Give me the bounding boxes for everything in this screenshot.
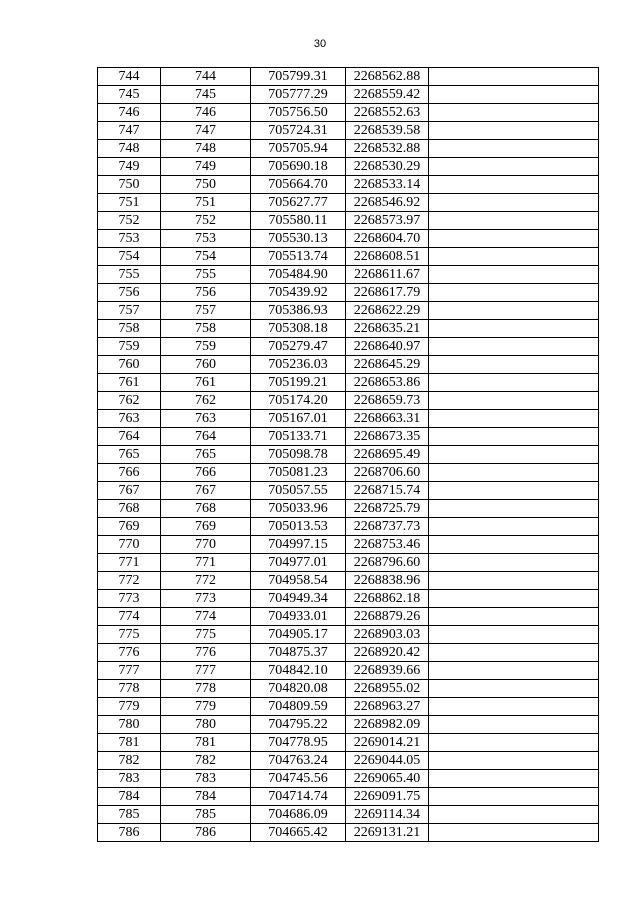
table-row: [98, 392, 599, 410]
y-coordinate: 2268753.46: [346, 536, 429, 554]
point-id: 753: [161, 230, 251, 248]
notes-cell: [429, 374, 599, 392]
table-row: [98, 752, 599, 770]
x-coordinate: 705167.01: [251, 410, 346, 428]
point-index: 776: [98, 644, 161, 662]
table-row: [98, 248, 599, 266]
y-coordinate: 2268617.79: [346, 284, 429, 302]
x-coordinate: 705081.23: [251, 464, 346, 482]
point-id: 751: [161, 194, 251, 212]
point-index: 747: [98, 122, 161, 140]
x-coordinate: 705777.29: [251, 86, 346, 104]
x-coordinate: 705724.31: [251, 122, 346, 140]
point-id: 775: [161, 626, 251, 644]
table-row: [98, 698, 599, 716]
x-coordinate: 704714.74: [251, 788, 346, 806]
y-coordinate: 2268653.86: [346, 374, 429, 392]
notes-cell: [429, 446, 599, 464]
point-id: 781: [161, 734, 251, 752]
table-row: [98, 770, 599, 788]
x-coordinate: 704875.37: [251, 644, 346, 662]
x-coordinate: 705174.20: [251, 392, 346, 410]
notes-cell: [429, 518, 599, 536]
x-coordinate: 704958.54: [251, 572, 346, 590]
y-coordinate: 2269131.21: [346, 824, 429, 842]
point-index: 766: [98, 464, 161, 482]
point-index: 774: [98, 608, 161, 626]
y-coordinate: 2268622.29: [346, 302, 429, 320]
table-row: [98, 464, 599, 482]
table-row: [98, 662, 599, 680]
point-index: 782: [98, 752, 161, 770]
y-coordinate: 2268706.60: [346, 464, 429, 482]
point-id: 771: [161, 554, 251, 572]
point-index: 768: [98, 500, 161, 518]
notes-cell: [429, 320, 599, 338]
page-number: 30: [313, 38, 327, 50]
notes-cell: [429, 788, 599, 806]
table-row: [98, 266, 599, 284]
point-id: 746: [161, 104, 251, 122]
notes-cell: [429, 482, 599, 500]
point-id: 780: [161, 716, 251, 734]
point-index: 760: [98, 356, 161, 374]
y-coordinate: 2269091.75: [346, 788, 429, 806]
point-index: 763: [98, 410, 161, 428]
point-id: 758: [161, 320, 251, 338]
point-id: 774: [161, 608, 251, 626]
y-coordinate: 2268645.29: [346, 356, 429, 374]
table-row: [98, 122, 599, 140]
point-index: 781: [98, 734, 161, 752]
point-index: 771: [98, 554, 161, 572]
y-coordinate: 2268963.27: [346, 698, 429, 716]
table-row: [98, 68, 599, 86]
notes-cell: [429, 356, 599, 374]
point-id: 762: [161, 392, 251, 410]
table-row: [98, 230, 599, 248]
notes-cell: [429, 140, 599, 158]
table-row: [98, 140, 599, 158]
y-coordinate: 2269065.40: [346, 770, 429, 788]
point-index: 783: [98, 770, 161, 788]
y-coordinate: 2268546.92: [346, 194, 429, 212]
point-id: 759: [161, 338, 251, 356]
point-index: 773: [98, 590, 161, 608]
x-coordinate: 705484.90: [251, 266, 346, 284]
notes-cell: [429, 626, 599, 644]
point-index: 758: [98, 320, 161, 338]
x-coordinate: 704977.01: [251, 554, 346, 572]
point-id: 778: [161, 680, 251, 698]
point-index: 772: [98, 572, 161, 590]
x-coordinate: 704842.10: [251, 662, 346, 680]
table-row: [98, 356, 599, 374]
x-coordinate: 704949.34: [251, 590, 346, 608]
x-coordinate: 705799.31: [251, 68, 346, 86]
point-id: 767: [161, 482, 251, 500]
x-coordinate: 705236.03: [251, 356, 346, 374]
x-coordinate: 705690.18: [251, 158, 346, 176]
x-coordinate: 705013.53: [251, 518, 346, 536]
table-row: [98, 500, 599, 518]
point-index: 785: [98, 806, 161, 824]
x-coordinate: 705033.96: [251, 500, 346, 518]
notes-cell: [429, 608, 599, 626]
y-coordinate: 2269114.34: [346, 806, 429, 824]
x-coordinate: 705057.55: [251, 482, 346, 500]
point-id: 761: [161, 374, 251, 392]
x-coordinate: 705308.18: [251, 320, 346, 338]
y-coordinate: 2268539.58: [346, 122, 429, 140]
notes-cell: [429, 176, 599, 194]
point-id: 755: [161, 266, 251, 284]
y-coordinate: 2268611.67: [346, 266, 429, 284]
table-row: [98, 428, 599, 446]
point-id: 752: [161, 212, 251, 230]
x-coordinate: 704820.08: [251, 680, 346, 698]
y-coordinate: 2268530.29: [346, 158, 429, 176]
point-index: 764: [98, 428, 161, 446]
point-index: 778: [98, 680, 161, 698]
coordinates-table-body: [98, 68, 599, 842]
point-index: 751: [98, 194, 161, 212]
y-coordinate: 2268838.96: [346, 572, 429, 590]
notes-cell: [429, 770, 599, 788]
notes-cell: [429, 464, 599, 482]
table-row: [98, 446, 599, 464]
point-id: 763: [161, 410, 251, 428]
x-coordinate: 705199.21: [251, 374, 346, 392]
notes-cell: [429, 698, 599, 716]
y-coordinate: 2268796.60: [346, 554, 429, 572]
y-coordinate: 2268559.42: [346, 86, 429, 104]
table-row: [98, 608, 599, 626]
notes-cell: [429, 248, 599, 266]
point-index: 750: [98, 176, 161, 194]
y-coordinate: 2268695.49: [346, 446, 429, 464]
y-coordinate: 2269044.05: [346, 752, 429, 770]
y-coordinate: 2268663.31: [346, 410, 429, 428]
table-row: [98, 572, 599, 590]
point-id: 785: [161, 806, 251, 824]
y-coordinate: 2268608.51: [346, 248, 429, 266]
point-index: 744: [98, 68, 161, 86]
notes-cell: [429, 662, 599, 680]
point-index: 748: [98, 140, 161, 158]
point-index: 761: [98, 374, 161, 392]
notes-cell: [429, 266, 599, 284]
y-coordinate: 2268862.18: [346, 590, 429, 608]
table-row: [98, 302, 599, 320]
y-coordinate: 2268725.79: [346, 500, 429, 518]
notes-cell: [429, 68, 599, 86]
point-index: 780: [98, 716, 161, 734]
y-coordinate: 2268920.42: [346, 644, 429, 662]
point-id: 770: [161, 536, 251, 554]
x-coordinate: 704665.42: [251, 824, 346, 842]
point-id: 777: [161, 662, 251, 680]
x-coordinate: 705098.78: [251, 446, 346, 464]
point-id: 750: [161, 176, 251, 194]
point-index: 770: [98, 536, 161, 554]
point-index: 754: [98, 248, 161, 266]
y-coordinate: 2268903.03: [346, 626, 429, 644]
point-id: 768: [161, 500, 251, 518]
notes-cell: [429, 716, 599, 734]
notes-cell: [429, 554, 599, 572]
point-id: 772: [161, 572, 251, 590]
y-coordinate: 2268604.70: [346, 230, 429, 248]
x-coordinate: 704997.15: [251, 536, 346, 554]
point-id: 765: [161, 446, 251, 464]
table-row: [98, 338, 599, 356]
x-coordinate: 704763.24: [251, 752, 346, 770]
table-row: [98, 194, 599, 212]
point-id: 782: [161, 752, 251, 770]
point-index: 767: [98, 482, 161, 500]
y-coordinate: 2268982.09: [346, 716, 429, 734]
table-row: [98, 374, 599, 392]
notes-cell: [429, 806, 599, 824]
point-id: 773: [161, 590, 251, 608]
point-id: 769: [161, 518, 251, 536]
table-row: [98, 644, 599, 662]
point-index: 769: [98, 518, 161, 536]
notes-cell: [429, 752, 599, 770]
point-index: 765: [98, 446, 161, 464]
point-index: 753: [98, 230, 161, 248]
point-id: 756: [161, 284, 251, 302]
notes-cell: [429, 734, 599, 752]
y-coordinate: 2268673.35: [346, 428, 429, 446]
notes-cell: [429, 230, 599, 248]
point-id: 748: [161, 140, 251, 158]
point-id: 749: [161, 158, 251, 176]
point-id: 784: [161, 788, 251, 806]
table-row: [98, 86, 599, 104]
y-coordinate: 2268573.97: [346, 212, 429, 230]
notes-cell: [429, 338, 599, 356]
notes-cell: [429, 536, 599, 554]
table-row: [98, 626, 599, 644]
point-index: 746: [98, 104, 161, 122]
y-coordinate: 2268552.63: [346, 104, 429, 122]
notes-cell: [429, 500, 599, 518]
notes-cell: [429, 590, 599, 608]
table-row: [98, 734, 599, 752]
table-row: [98, 788, 599, 806]
notes-cell: [429, 284, 599, 302]
y-coordinate: 2268659.73: [346, 392, 429, 410]
table-row: [98, 716, 599, 734]
y-coordinate: 2268640.97: [346, 338, 429, 356]
y-coordinate: 2268955.02: [346, 680, 429, 698]
table-row: [98, 320, 599, 338]
y-coordinate: 2268737.73: [346, 518, 429, 536]
point-index: 755: [98, 266, 161, 284]
y-coordinate: 2268532.88: [346, 140, 429, 158]
y-coordinate: 2268715.74: [346, 482, 429, 500]
x-coordinate: 704809.59: [251, 698, 346, 716]
table-row: [98, 284, 599, 302]
point-index: 784: [98, 788, 161, 806]
notes-cell: [429, 104, 599, 122]
notes-cell: [429, 392, 599, 410]
x-coordinate: 704745.56: [251, 770, 346, 788]
point-id: 766: [161, 464, 251, 482]
point-index: 749: [98, 158, 161, 176]
point-index: 779: [98, 698, 161, 716]
point-id: 757: [161, 302, 251, 320]
notes-cell: [429, 428, 599, 446]
x-coordinate: 704778.95: [251, 734, 346, 752]
notes-cell: [429, 86, 599, 104]
point-id: 779: [161, 698, 251, 716]
y-coordinate: 2269014.21: [346, 734, 429, 752]
table-row: [98, 176, 599, 194]
table-row: [98, 824, 599, 842]
point-index: 759: [98, 338, 161, 356]
y-coordinate: 2268635.21: [346, 320, 429, 338]
notes-cell: [429, 572, 599, 590]
point-index: 777: [98, 662, 161, 680]
table-row: [98, 212, 599, 230]
notes-cell: [429, 158, 599, 176]
y-coordinate: 2268879.26: [346, 608, 429, 626]
point-index: 762: [98, 392, 161, 410]
table-row: [98, 590, 599, 608]
point-id: 760: [161, 356, 251, 374]
point-id: 754: [161, 248, 251, 266]
x-coordinate: 705756.50: [251, 104, 346, 122]
x-coordinate: 705279.47: [251, 338, 346, 356]
y-coordinate: 2268939.66: [346, 662, 429, 680]
x-coordinate: 704686.09: [251, 806, 346, 824]
x-coordinate: 705439.92: [251, 284, 346, 302]
x-coordinate: 705627.77: [251, 194, 346, 212]
notes-cell: [429, 644, 599, 662]
point-index: 775: [98, 626, 161, 644]
notes-cell: [429, 410, 599, 428]
table-row: [98, 158, 599, 176]
x-coordinate: 705133.71: [251, 428, 346, 446]
table-row: [98, 410, 599, 428]
point-index: 745: [98, 86, 161, 104]
x-coordinate: 705386.93: [251, 302, 346, 320]
table-row: [98, 554, 599, 572]
point-index: 752: [98, 212, 161, 230]
x-coordinate: 705664.70: [251, 176, 346, 194]
notes-cell: [429, 122, 599, 140]
x-coordinate: 705580.11: [251, 212, 346, 230]
notes-cell: [429, 302, 599, 320]
table-row: [98, 518, 599, 536]
point-id: 745: [161, 86, 251, 104]
x-coordinate: 704795.22: [251, 716, 346, 734]
notes-cell: [429, 194, 599, 212]
point-index: 786: [98, 824, 161, 842]
table-row: [98, 680, 599, 698]
y-coordinate: 2268562.88: [346, 68, 429, 86]
point-id: 747: [161, 122, 251, 140]
point-id: 783: [161, 770, 251, 788]
table-row: [98, 536, 599, 554]
notes-cell: [429, 680, 599, 698]
x-coordinate: 704933.01: [251, 608, 346, 626]
point-id: 786: [161, 824, 251, 842]
notes-cell: [429, 824, 599, 842]
point-index: 756: [98, 284, 161, 302]
table-row: [98, 806, 599, 824]
point-id: 764: [161, 428, 251, 446]
x-coordinate: 705530.13: [251, 230, 346, 248]
point-id: 744: [161, 68, 251, 86]
x-coordinate: 705705.94: [251, 140, 346, 158]
y-coordinate: 2268533.14: [346, 176, 429, 194]
table-row: [98, 104, 599, 122]
notes-cell: [429, 212, 599, 230]
point-id: 776: [161, 644, 251, 662]
point-index: 757: [98, 302, 161, 320]
x-coordinate: 705513.74: [251, 248, 346, 266]
x-coordinate: 704905.17: [251, 626, 346, 644]
coordinates-table: [97, 67, 599, 842]
table-row: [98, 482, 599, 500]
